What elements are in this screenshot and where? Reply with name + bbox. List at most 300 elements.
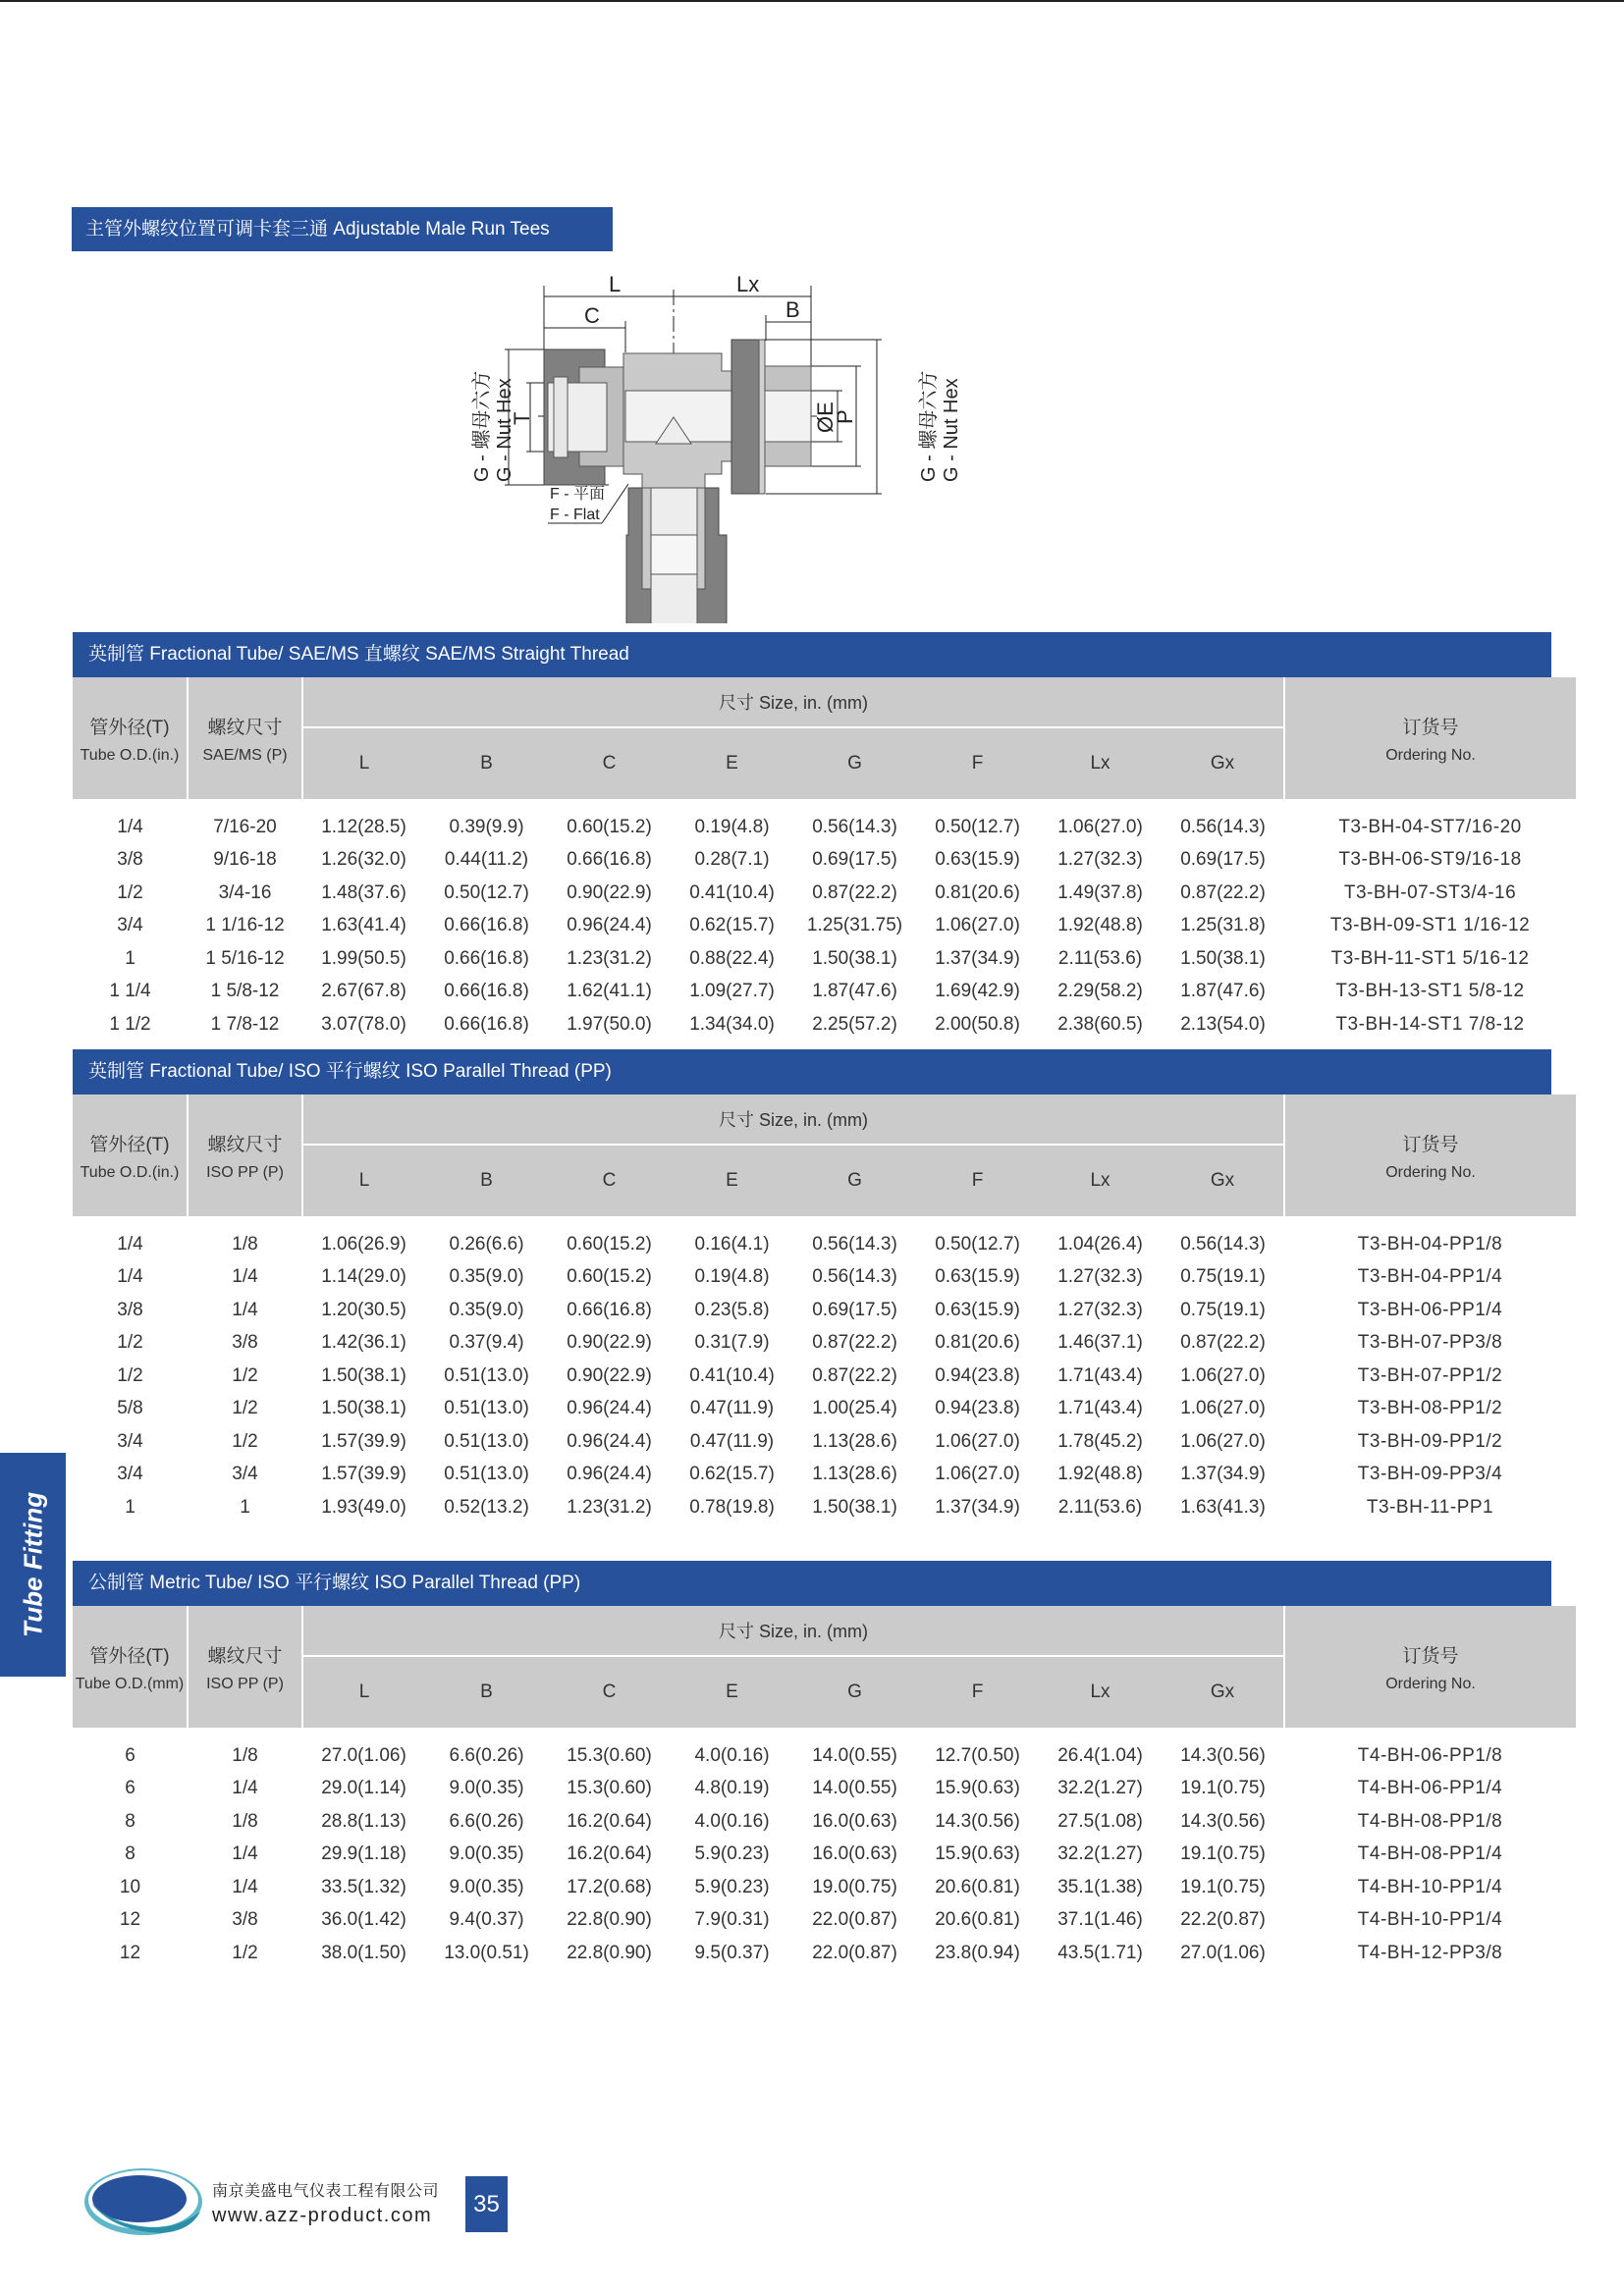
- cell-f: 0.63(15.9): [935, 1266, 1020, 1288]
- header-thread-cn: 螺纹尺寸: [207, 1645, 283, 1667]
- cell-tube-od: 6: [125, 1744, 135, 1766]
- cell-thread: 7/16-20: [213, 816, 277, 837]
- cell-c: 1.23(31.2): [567, 1496, 652, 1518]
- cell-g: 0.56(14.3): [812, 816, 897, 837]
- cell-thread: 1 1/16-12: [205, 915, 285, 936]
- header-ordering: [1284, 1095, 1576, 1216]
- cell-ordering-no: T3-BH-07-ST3/4-16: [1343, 881, 1517, 903]
- cell-ordering-no: T3-BH-09-PP3/4: [1357, 1464, 1503, 1485]
- cell-tube-od: 1/4: [117, 1266, 143, 1288]
- cell-thread: 1/2: [232, 1398, 258, 1419]
- cell-lx: 1.71(43.4): [1057, 1398, 1143, 1419]
- cell-b: 0.66(16.8): [444, 981, 529, 1002]
- cell-g: 1.87(47.6): [812, 981, 897, 1002]
- cell-gx: 14.3(0.56): [1180, 1744, 1266, 1766]
- cell-ordering-no: T3-BH-11-ST1 5/16-12: [1330, 947, 1530, 969]
- cell-f: 1.06(27.0): [935, 1464, 1020, 1485]
- header-col-lx: Lx: [1039, 727, 1162, 799]
- top-rule: [0, 0, 1624, 2]
- cell-g: 22.0(0.87): [812, 1909, 897, 1931]
- cell-thread: 1/4: [232, 1299, 258, 1320]
- header-col-g: G: [793, 727, 916, 799]
- cell-b: 0.51(13.0): [444, 1430, 529, 1452]
- header-col-lx: Lx: [1039, 1145, 1162, 1216]
- spec-table: [73, 1095, 1576, 1524]
- cell-b: 0.66(16.8): [444, 915, 529, 936]
- cell-lx: 2.29(58.2): [1057, 981, 1143, 1002]
- cell-b: 6.6(0.26): [449, 1810, 524, 1832]
- table-row: [73, 1360, 1576, 1393]
- cell-e: 4.0(0.16): [694, 1744, 770, 1766]
- cell-gx: 1.50(38.1): [1180, 947, 1266, 969]
- header-ordering: [1284, 1606, 1576, 1728]
- cell-f: 15.9(0.63): [935, 1778, 1020, 1799]
- header-col-f: F: [916, 727, 1039, 799]
- cell-c: 17.2(0.68): [567, 1876, 652, 1897]
- cell-thread: 1/2: [232, 1364, 258, 1386]
- cell-b: 9.4(0.37): [449, 1909, 524, 1931]
- cell-g: 1.13(28.6): [812, 1464, 897, 1485]
- cell-l: 38.0(1.50): [321, 1942, 406, 1963]
- label-nut-hex-cn-right: G - 螺母六方: [918, 370, 940, 482]
- cell-gx: 1.06(27.0): [1180, 1430, 1266, 1452]
- header-col-e: E: [671, 727, 793, 799]
- cell-lx: 2.38(60.5): [1057, 1013, 1143, 1035]
- cell-thread: 1 5/8-12: [210, 981, 280, 1002]
- company-name: 南京美盛电气仪表工程有限公司: [212, 2183, 440, 2200]
- cell-gx: 0.87(22.2): [1180, 1332, 1266, 1354]
- header-col-b: B: [425, 1145, 548, 1216]
- header-col-l: L: [302, 1656, 425, 1728]
- cell-ordering-no: T3-BH-07-PP1/2: [1357, 1364, 1503, 1386]
- cell-l: 28.8(1.13): [321, 1810, 406, 1832]
- cell-f: 0.50(12.7): [935, 1233, 1020, 1255]
- cell-gx: 22.2(0.87): [1180, 1909, 1266, 1931]
- cell-e: 0.78(19.8): [689, 1496, 775, 1518]
- cell-f: 1.06(27.0): [935, 915, 1020, 936]
- cell-lx: 43.5(1.71): [1057, 1942, 1143, 1963]
- table-section-iso-fractional: [73, 1049, 1551, 1524]
- cell-tube-od: 12: [119, 1942, 141, 1963]
- cell-c: 16.2(0.64): [567, 1843, 652, 1865]
- cell-l: 1.57(39.9): [321, 1430, 406, 1452]
- header-thread: [188, 677, 302, 799]
- cell-tube-od: 3/4: [117, 1430, 143, 1452]
- cell-ordering-no: T3-BH-09-ST1 1/16-12: [1329, 915, 1531, 936]
- table-row: [73, 1393, 1576, 1426]
- cell-c: 0.66(16.8): [567, 849, 652, 871]
- cell-g: 0.56(14.3): [812, 1266, 897, 1288]
- table-row: [73, 844, 1576, 878]
- cell-g: 14.0(0.55): [812, 1744, 897, 1766]
- label-Lx: Lx: [736, 272, 760, 296]
- cell-b: 9.0(0.35): [449, 1778, 524, 1799]
- cell-gx: 19.1(0.75): [1180, 1876, 1266, 1897]
- cell-f: 0.81(20.6): [935, 1332, 1020, 1354]
- cell-g: 0.69(17.5): [812, 849, 897, 871]
- cell-l: 29.0(1.14): [321, 1778, 406, 1799]
- cell-ordering-no: T3-BH-09-PP1/2: [1357, 1430, 1503, 1452]
- label-nut-hex-en-right: G - Nut Hex: [941, 378, 962, 482]
- cell-f: 1.69(42.9): [935, 981, 1020, 1002]
- cell-thread: 1 7/8-12: [210, 1013, 280, 1035]
- header-thread-en: ISO PP (P): [206, 1163, 284, 1181]
- cell-f: 23.8(0.94): [935, 1942, 1020, 1963]
- cell-ordering-no: T3-BH-13-ST1 5/8-12: [1335, 981, 1525, 1002]
- spec-table: [73, 1606, 1576, 1970]
- cell-c: 15.3(0.60): [567, 1744, 652, 1766]
- cell-tube-od: 1: [125, 1496, 135, 1518]
- cell-b: 0.51(13.0): [444, 1464, 529, 1485]
- header-col-b: B: [425, 1656, 548, 1728]
- table-row: [73, 1904, 1576, 1938]
- cell-tube-od: 8: [125, 1810, 135, 1832]
- table-row: [73, 976, 1576, 1009]
- cell-ordering-no: T4-BH-10-PP1/4: [1357, 1876, 1503, 1897]
- cell-f: 14.3(0.56): [935, 1810, 1020, 1832]
- table-row: [73, 1261, 1576, 1295]
- cell-tube-od: 5/8: [117, 1398, 143, 1419]
- header-col-e: E: [671, 1656, 793, 1728]
- table-row: [73, 1871, 1576, 1904]
- cell-b: 0.35(9.0): [449, 1266, 524, 1288]
- cell-tube-od: 12: [119, 1909, 141, 1931]
- header-ordering-cn: 订货号: [1402, 1134, 1459, 1155]
- cell-thread: 1/4: [232, 1778, 258, 1799]
- table-heading: 英制管 Fractional Tube/ ISO 平行螺纹 ISO Parallel Thread (PP): [73, 1049, 1551, 1095]
- cell-thread: 1 5/16-12: [205, 947, 285, 969]
- cell-gx: 0.75(19.1): [1180, 1299, 1266, 1320]
- header-col-f: F: [916, 1656, 1039, 1728]
- cell-lx: 1.49(37.8): [1057, 881, 1143, 903]
- cell-g: 0.56(14.3): [812, 1233, 897, 1255]
- cell-tube-od: 1: [125, 947, 135, 969]
- cell-e: 0.19(4.8): [694, 816, 770, 837]
- header-col-c: C: [548, 1145, 671, 1216]
- label-nut-hex-cn-left: G - 螺母六方: [471, 370, 493, 482]
- cell-e: 0.62(15.7): [689, 1464, 775, 1485]
- cell-c: 1.97(50.0): [567, 1013, 652, 1035]
- header-thread-cn: 螺纹尺寸: [207, 717, 283, 738]
- cell-gx: 1.37(34.9): [1180, 1464, 1266, 1485]
- cell-f: 1.37(34.9): [935, 947, 1020, 969]
- cell-e: 0.16(4.1): [694, 1233, 770, 1255]
- cell-l: 1.48(37.6): [321, 881, 406, 903]
- table-row: [73, 799, 1576, 844]
- cell-e: 0.41(10.4): [689, 1364, 775, 1386]
- cell-b: 0.37(9.4): [449, 1332, 524, 1354]
- header-col-l: L: [302, 727, 425, 799]
- cell-gx: 0.69(17.5): [1180, 849, 1266, 871]
- label-C: C: [584, 303, 600, 328]
- cell-lx: 37.1(1.46): [1057, 1909, 1143, 1931]
- cell-e: 1.34(34.0): [689, 1013, 775, 1035]
- cell-c: 0.60(15.2): [567, 1266, 652, 1288]
- label-flat-cn: F - 平面: [550, 486, 605, 503]
- header-col-e: E: [671, 1145, 793, 1216]
- cell-f: 20.6(0.81): [935, 1909, 1020, 1931]
- cell-tube-od: 1/2: [117, 1364, 143, 1386]
- cell-ordering-no: T3-BH-06-PP1/4: [1357, 1299, 1503, 1320]
- label-L: L: [609, 272, 622, 296]
- header-tube-od: [73, 1606, 188, 1728]
- header-size: 尺寸 Size, in. (mm): [302, 1095, 1284, 1145]
- table-row: [73, 1937, 1576, 1970]
- cell-l: 1.50(38.1): [321, 1364, 406, 1386]
- cell-g: 0.87(22.2): [812, 881, 897, 903]
- table-row: [73, 877, 1576, 910]
- cell-ordering-no: T4-BH-06-PP1/4: [1357, 1778, 1503, 1799]
- cell-lx: 35.1(1.38): [1057, 1876, 1143, 1897]
- cell-g: 1.50(38.1): [812, 947, 897, 969]
- cell-thread: 9/16-18: [213, 849, 277, 871]
- cell-l: 1.20(30.5): [321, 1299, 406, 1320]
- cell-l: 27.0(1.06): [321, 1744, 406, 1766]
- cell-g: 14.0(0.55): [812, 1778, 897, 1799]
- label-B: B: [785, 297, 800, 322]
- table-row: [73, 1491, 1576, 1524]
- cell-gx: 2.13(54.0): [1180, 1013, 1266, 1035]
- cell-l: 1.12(28.5): [321, 816, 406, 837]
- header-thread-cn: 螺纹尺寸: [207, 1134, 283, 1155]
- cell-c: 22.8(0.90): [567, 1909, 652, 1931]
- cell-g: 22.0(0.87): [812, 1942, 897, 1963]
- table-section-iso-metric: [73, 1561, 1551, 1970]
- cell-tube-od: 3/8: [117, 1299, 143, 1320]
- cell-lx: 1.78(45.2): [1057, 1430, 1143, 1452]
- cell-f: 0.94(23.8): [935, 1398, 1020, 1419]
- cell-gx: 27.0(1.06): [1180, 1942, 1266, 1963]
- cell-l: 1.42(36.1): [321, 1332, 406, 1354]
- cell-e: 0.23(5.8): [694, 1299, 770, 1320]
- table-row: [73, 1728, 1576, 1773]
- cell-gx: 1.25(31.8): [1180, 915, 1266, 936]
- cell-g: 1.13(28.6): [812, 1430, 897, 1452]
- cell-lx: 26.4(1.04): [1057, 1744, 1143, 1766]
- cell-lx: 1.06(27.0): [1057, 816, 1143, 837]
- cell-g: 0.87(22.2): [812, 1332, 897, 1354]
- cell-f: 20.6(0.81): [935, 1876, 1020, 1897]
- cell-thread: 1/2: [232, 1942, 258, 1963]
- cell-gx: 1.06(27.0): [1180, 1364, 1266, 1386]
- cell-f: 0.81(20.6): [935, 881, 1020, 903]
- header-thread-en: SAE/MS (P): [202, 746, 288, 764]
- cell-b: 6.6(0.26): [449, 1744, 524, 1766]
- cell-ordering-no: T3-BH-07-PP3/8: [1357, 1332, 1503, 1354]
- cell-lx: 1.27(32.3): [1057, 849, 1143, 871]
- cell-thread: 1: [240, 1496, 250, 1518]
- company-website[interactable]: www.azz-product.com: [212, 2205, 433, 2226]
- table-row: [73, 942, 1576, 976]
- cell-thread: 1/8: [232, 1810, 258, 1832]
- cell-g: 0.69(17.5): [812, 1299, 897, 1320]
- cell-g: 16.0(0.63): [812, 1810, 897, 1832]
- cell-c: 0.90(22.9): [567, 1364, 652, 1386]
- header-col-f: F: [916, 1145, 1039, 1216]
- cell-e: 0.88(22.4): [689, 947, 775, 969]
- cell-f: 15.9(0.63): [935, 1843, 1020, 1865]
- cell-ordering-no: T3-BH-04-ST7/16-20: [1338, 816, 1522, 837]
- cell-gx: 1.06(27.0): [1180, 1398, 1266, 1419]
- cell-e: 0.47(11.9): [689, 1430, 775, 1452]
- cell-c: 22.8(0.90): [567, 1942, 652, 1963]
- cell-l: 29.9(1.18): [321, 1843, 406, 1865]
- cell-b: 0.39(9.9): [449, 816, 524, 837]
- cell-lx: 32.2(1.27): [1057, 1778, 1143, 1799]
- cell-l: 3.07(78.0): [321, 1013, 406, 1035]
- cell-g: 19.0(0.75): [812, 1876, 897, 1897]
- cell-tube-od: 8: [125, 1843, 135, 1865]
- cell-c: 0.96(24.4): [567, 915, 652, 936]
- cell-thread: 1/4: [232, 1843, 258, 1865]
- cell-g: 1.00(25.4): [812, 1398, 897, 1419]
- cell-l: 33.5(1.32): [321, 1876, 406, 1897]
- cell-tube-od: 6: [125, 1778, 135, 1799]
- cell-l: 1.99(50.5): [321, 947, 406, 969]
- cell-c: 0.96(24.4): [567, 1464, 652, 1485]
- table-row: [73, 1773, 1576, 1806]
- cell-f: 12.7(0.50): [935, 1744, 1020, 1766]
- cell-lx: 1.92(48.8): [1057, 915, 1143, 936]
- cell-thread: 3/8: [232, 1909, 258, 1931]
- header-col-c: C: [548, 1656, 671, 1728]
- cell-c: 0.96(24.4): [567, 1430, 652, 1452]
- page-number: 35: [465, 2176, 508, 2232]
- header-tube-od-cn: 管外径(T): [89, 1645, 170, 1667]
- cell-lx: 27.5(1.08): [1057, 1810, 1143, 1832]
- cell-f: 1.37(34.9): [935, 1496, 1020, 1518]
- header-col-gx: Gx: [1162, 727, 1284, 799]
- label-P: P: [833, 409, 857, 424]
- table-row: [73, 1327, 1576, 1361]
- cell-tube-od: 1 1/4: [109, 981, 151, 1002]
- cell-e: 1.09(27.7): [689, 981, 775, 1002]
- table-row: [73, 910, 1576, 943]
- table-heading: 公制管 Metric Tube/ ISO 平行螺纹 ISO Parallel Thread (PP): [73, 1561, 1551, 1606]
- cell-e: 4.0(0.16): [694, 1810, 770, 1832]
- cell-l: 1.57(39.9): [321, 1464, 406, 1485]
- cell-l: 1.26(32.0): [321, 849, 406, 871]
- label-E: ØE: [813, 401, 838, 433]
- cell-gx: 1.63(41.3): [1180, 1496, 1266, 1518]
- cell-lx: 2.11(53.6): [1057, 947, 1143, 969]
- cell-tube-od: 1/4: [117, 816, 143, 837]
- cell-gx: 19.1(0.75): [1180, 1778, 1266, 1799]
- cell-g: 16.0(0.63): [812, 1843, 897, 1865]
- header-tube-od-en: Tube O.D.(mm): [75, 1675, 185, 1692]
- cell-e: 0.41(10.4): [689, 881, 775, 903]
- cell-ordering-no: T4-BH-12-PP3/8: [1357, 1942, 1503, 1963]
- label-nut-hex-en-left: G - Nut Hex: [494, 378, 515, 482]
- cell-f: 1.06(27.0): [935, 1430, 1020, 1452]
- cell-b: 13.0(0.51): [444, 1942, 529, 1963]
- cell-f: 2.00(50.8): [935, 1013, 1020, 1035]
- fitting-diagram: [432, 250, 1178, 623]
- header-tube-od-en: Tube O.D.(in.): [80, 746, 180, 764]
- cell-b: 0.26(6.6): [449, 1233, 524, 1255]
- cell-g: 2.25(57.2): [812, 1013, 897, 1035]
- cell-ordering-no: T3-BH-04-PP1/8: [1357, 1233, 1503, 1255]
- cell-gx: 0.56(14.3): [1180, 816, 1266, 837]
- header-col-lx: Lx: [1039, 1656, 1162, 1728]
- cell-e: 5.9(0.23): [694, 1843, 770, 1865]
- header-tube-od-cn: 管外径(T): [89, 717, 170, 738]
- cell-ordering-no: T3-BH-14-ST1 7/8-12: [1335, 1013, 1525, 1035]
- cell-ordering-no: T3-BH-06-ST9/16-18: [1338, 849, 1522, 871]
- cell-c: 0.96(24.4): [567, 1398, 652, 1419]
- cell-gx: 0.87(22.2): [1180, 881, 1266, 903]
- cell-e: 0.47(11.9): [689, 1398, 775, 1419]
- cell-b: 0.66(16.8): [444, 947, 529, 969]
- side-tab-label: Tube Fitting: [18, 1491, 47, 1638]
- cell-c: 0.66(16.8): [567, 1299, 652, 1320]
- cell-lx: 1.04(26.4): [1057, 1233, 1143, 1255]
- table-section-sae: [73, 632, 1551, 1041]
- cell-ordering-no: T3-BH-11-PP1: [1366, 1496, 1494, 1518]
- header-tube-od-cn: 管外径(T): [89, 1134, 170, 1155]
- cell-thread: 3/4: [232, 1464, 258, 1485]
- cell-b: 0.35(9.0): [449, 1299, 524, 1320]
- header-tube-od-en: Tube O.D.(in.): [80, 1163, 180, 1181]
- cell-lx: 1.27(32.3): [1057, 1266, 1143, 1288]
- cell-lx: 2.11(53.6): [1057, 1496, 1143, 1518]
- header-col-gx: Gx: [1162, 1656, 1284, 1728]
- cell-thread: 1/4: [232, 1876, 258, 1897]
- header-size: 尺寸 Size, in. (mm): [302, 677, 1284, 727]
- spec-table: [73, 677, 1576, 1041]
- cell-lx: 1.46(37.1): [1057, 1332, 1143, 1354]
- cell-b: 0.66(16.8): [444, 1013, 529, 1035]
- header-col-g: G: [793, 1656, 916, 1728]
- cell-tube-od: 1/2: [117, 881, 143, 903]
- cell-c: 15.3(0.60): [567, 1778, 652, 1799]
- cell-ordering-no: T4-BH-10-PP1/4: [1357, 1909, 1503, 1931]
- cell-tube-od: 3/4: [117, 1464, 143, 1485]
- label-T: T: [510, 411, 534, 425]
- cell-c: 0.90(22.9): [567, 881, 652, 903]
- header-ordering: [1284, 677, 1576, 799]
- cell-e: 0.62(15.7): [689, 915, 775, 936]
- cell-b: 9.0(0.35): [449, 1876, 524, 1897]
- header-ordering-en: Ordering No.: [1385, 746, 1476, 764]
- cell-f: 0.63(15.9): [935, 1299, 1020, 1320]
- header-col-gx: Gx: [1162, 1145, 1284, 1216]
- header-col-b: B: [425, 727, 548, 799]
- cell-l: 36.0(1.42): [321, 1909, 406, 1931]
- table-row: [73, 1008, 1576, 1041]
- header-ordering-en: Ordering No.: [1385, 1675, 1476, 1692]
- cell-ordering-no: T3-BH-08-PP1/2: [1357, 1398, 1503, 1419]
- cell-thread: 3/8: [232, 1332, 258, 1354]
- table-heading: 英制管 Fractional Tube/ SAE/MS 直螺纹 SAE/MS Straight Thread: [73, 632, 1551, 677]
- cell-b: 9.0(0.35): [449, 1843, 524, 1865]
- cell-b: 0.44(11.2): [444, 849, 529, 871]
- table-row: [73, 1216, 1576, 1261]
- cell-c: 0.90(22.9): [567, 1332, 652, 1354]
- table-row: [73, 1839, 1576, 1872]
- cell-g: 0.87(22.2): [812, 1364, 897, 1386]
- cell-c: 16.2(0.64): [567, 1810, 652, 1832]
- cell-lx: 32.2(1.27): [1057, 1843, 1143, 1865]
- cell-lx: 1.71(43.4): [1057, 1364, 1143, 1386]
- header-ordering-cn: 订货号: [1402, 1645, 1459, 1667]
- cell-tube-od: 1/2: [117, 1332, 143, 1354]
- cell-tube-od: 10: [119, 1876, 141, 1897]
- company-logo: [82, 2163, 205, 2239]
- cell-thread: 3/4-16: [218, 881, 272, 903]
- cell-b: 0.50(12.7): [444, 881, 529, 903]
- cell-gx: 0.56(14.3): [1180, 1233, 1266, 1255]
